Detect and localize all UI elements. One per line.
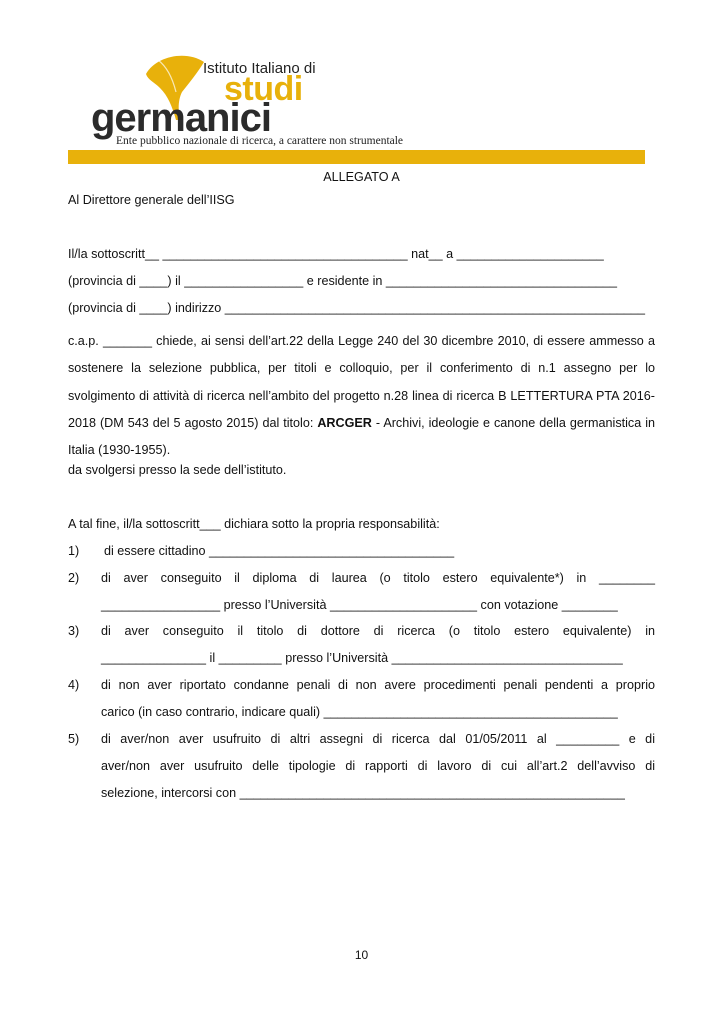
logo-studi-word: studi — [224, 70, 303, 108]
item-5-line: di aver/non aver usufruito di altri assegni di ricerca dal 01/05/2011 al _________ e di — [101, 732, 655, 746]
item-2-line: di aver conseguito il diploma di laurea (o titolo estero equivalente*) in ________ — [101, 571, 655, 585]
institute-logo — [88, 52, 428, 152]
request-text-start: c.a.p. _______ chiede, ai sensi dell’art.22 della Legge 240 del 30 dicembre 2010, di essere ammesso a sostenere la selezione pubblica, per titoli e colloquio, per il conferimento di n.1 assegno per lo svolgimento di attività di ricerca nell’ambito del progetto n.28 linea di ricerca B LETTERTURA PTA 2016-2018 (DM 543 del 5 agosto 2015) dal titolo: — [68, 334, 655, 430]
item-number: 1) — [68, 544, 80, 558]
logo-institute-line: Istituto Italiano di — [203, 60, 316, 77]
declaration-line: A tal fine, il/la sottoscritt___ dichiara sotto la propria responsabilità: — [68, 517, 440, 531]
item-3-line: _______________ il _________ presso l’Università _________________________________ — [101, 651, 623, 665]
document-heading: ALLEGATO A — [323, 170, 400, 184]
item-number: 4) — [68, 678, 80, 692]
logo-germanici-word: germanici — [91, 96, 271, 140]
item-number: 3) — [68, 624, 80, 638]
header-divider-bar — [68, 150, 645, 164]
item-5-line: aver/non aver usufruito delle tipologie di rapporti di lavoro di cui all’art.2 dell’avviso di — [101, 759, 655, 773]
form-line-address: (provincia di ____) indirizzo ____________________________________________________________ — [68, 301, 646, 315]
request-paragraph — [68, 328, 655, 464]
item-number: 2) — [68, 571, 80, 585]
item-4-line: di non aver riportato condanne penali di non avere procedimenti penali pendenti a proprio — [101, 678, 655, 692]
project-code: ARCGER — [317, 415, 372, 430]
form-line-name: Il/la sottoscritt__ ___________________________________ nat__ a _____________________ — [68, 247, 604, 261]
form-line-birth: (provincia di ____) il _________________ e residente in _________________________________ — [68, 274, 618, 288]
logo-subtitle: Ente pubblico nazionale di ricerca, a carattere non strumentale — [116, 135, 404, 147]
recipient-line: Al Direttore generale dell’IISG — [68, 193, 235, 207]
item-5-line: selezione, intercorsi con _______________________________________________________ — [101, 786, 625, 800]
item-1-line: di essere cittadino ___________________________________ — [104, 544, 455, 558]
item-3-line: di aver conseguito il titolo di dottore di ricerca (o titolo estero equivalente) in — [101, 624, 655, 638]
item-4-line: carico (in caso contrario, indicare quali) __________________________________________ — [101, 705, 618, 719]
request-location: da svolgersi presso la sede dell’istituto. — [68, 463, 287, 477]
page-number: 10 — [354, 948, 369, 962]
item-2-line: _________________ presso l’Università _____________________ con votazione ________ — [101, 598, 618, 612]
item-number: 5) — [68, 732, 80, 746]
request-text-end: - Archivi, ideologie e canone della germanistica in Italia (1930-1955). — [68, 415, 655, 458]
